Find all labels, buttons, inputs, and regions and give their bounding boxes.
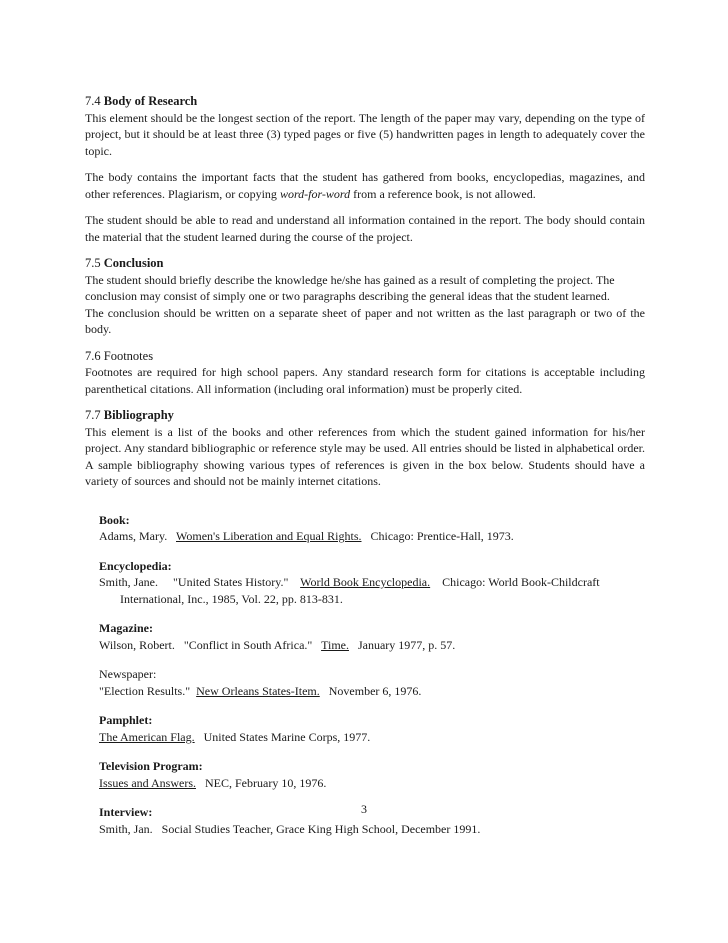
citation-title: Women's Liberation and Equal Rights. xyxy=(176,529,362,543)
document-page xyxy=(85,93,645,850)
bib-entry-label: Pamphlet: xyxy=(99,713,153,727)
bib-entry-citation xyxy=(99,574,645,591)
section-number: 7.7 xyxy=(85,408,101,422)
page-number: 3 xyxy=(361,802,367,816)
citation-title: The American Flag. xyxy=(99,729,195,744)
citation-text: "Election Results." xyxy=(99,683,197,698)
citation-text: NEC, February 10, 1976. xyxy=(196,775,327,790)
section-7-5-paragraph-2: The conclusion should be written on a separate sheet of paper and not written as the last paragraph or two of the body. xyxy=(85,305,645,336)
citation-text: Chicago: World Book-Childcraft xyxy=(430,575,600,589)
section-7-7-heading xyxy=(85,407,645,424)
section-7-4-paragraph-3: The student should be able to read and understand all information contained in the report. The body should contain the material that the student learned during the course of the project. xyxy=(85,213,645,244)
section-title: Bibliography xyxy=(103,408,174,422)
bib-entry-newspaper xyxy=(99,666,645,699)
bib-entry-television xyxy=(99,758,645,791)
bib-entry-label: Magazine: xyxy=(99,621,153,635)
section-7-6-heading: 7.6 Footnotes xyxy=(85,348,154,363)
citation-text: November 6, 1976. xyxy=(319,683,422,698)
section-7-5-paragraph-1: The student should briefly describe the knowledge he/she has gained as a result of completing the project. The conclusion may consist of simply one or two paragraphs describing the general ideas that the student learned. xyxy=(85,272,615,303)
bib-entry-label: Interview: xyxy=(99,805,153,819)
section-7-7-paragraph-1: This element is a list of the books and other references from which the student gained information for his/her project. Any standard bibliographic or reference style may be used. All entries should be listed in alphabetical order. A sample bibliography showing various types of references is given in the box below. Students should have a variety of sources and should not be mainly internet citations. xyxy=(85,424,645,488)
section-7-4-heading xyxy=(85,93,645,110)
citation-text: Wilson, Robert. "Conflict in South Africa." xyxy=(99,637,322,652)
bib-entry-encyclopedia xyxy=(99,558,645,608)
bib-entry-citation: Smith, Jan. Social Studies Teacher, Grace King High School, December 1991. xyxy=(99,821,481,836)
bib-entry-citation xyxy=(99,528,645,545)
bib-entry-label: Encyclopedia: xyxy=(99,558,172,573)
citation-text: Chicago: Prentice-Hall, 1973. xyxy=(361,529,514,543)
bib-entry-citation xyxy=(99,775,645,792)
citation-title: Time. xyxy=(321,637,349,652)
citation-title: World Book Encyclopedia. xyxy=(300,575,431,589)
bib-entry-citation-continued: International, Inc., 1985, Vol. 22, pp. 813-831. xyxy=(120,591,343,606)
bib-entry-citation xyxy=(99,637,645,654)
bib-entry-magazine xyxy=(99,620,645,653)
section-title: Body of Research xyxy=(103,94,198,108)
bibliography-examples xyxy=(99,512,645,838)
bib-entry-citation xyxy=(99,729,645,746)
bib-entry-label: Television Program: xyxy=(99,759,203,773)
citation-text: United States Marine Corps, 1977. xyxy=(194,729,371,744)
citation-title: Issues and Answers. xyxy=(99,775,196,790)
bib-entry-label: Book: xyxy=(99,512,130,527)
citation-text: Smith, Jane. "United States History." xyxy=(99,575,301,589)
citation-title: New Orleans States-Item. xyxy=(196,683,320,698)
section-number: 7.4 xyxy=(85,94,101,108)
section-number: 7.5 xyxy=(85,256,101,270)
section-7-6-paragraph-1: Footnotes are required for high school papers. Any standard research form for citations is acceptable including parenthetical citations. All information (including oral information) must be properly cited. xyxy=(85,365,645,396)
paragraph-text: The body contains the important facts that the student has gathered from books, encyclopedias, magazines, and other references. Plagiarism, or copying xyxy=(85,170,645,201)
paragraph-text: from a reference book, is not allowed. xyxy=(350,186,536,201)
bib-entry-pamphlet xyxy=(99,712,645,745)
section-7-5-heading xyxy=(85,255,645,272)
bib-entry-citation xyxy=(99,683,645,700)
section-7-4-paragraph-2 xyxy=(85,169,645,202)
section-title: Conclusion xyxy=(103,256,164,270)
citation-text: Adams, Mary. xyxy=(99,529,176,543)
section-7-4-paragraph-1: This element should be the longest section of the report. The length of the paper may vary, depending on the type of project, but it should be at least three (3) typed pages or five (5) handwritten pages in length to adequately cover the topic. xyxy=(85,110,645,158)
bib-entry-book xyxy=(99,512,645,545)
bib-entry-label: Newspaper: xyxy=(99,667,157,681)
citation-text: January 1977, p. 57. xyxy=(348,637,456,652)
emphasized-text: word-for-word xyxy=(279,186,351,201)
